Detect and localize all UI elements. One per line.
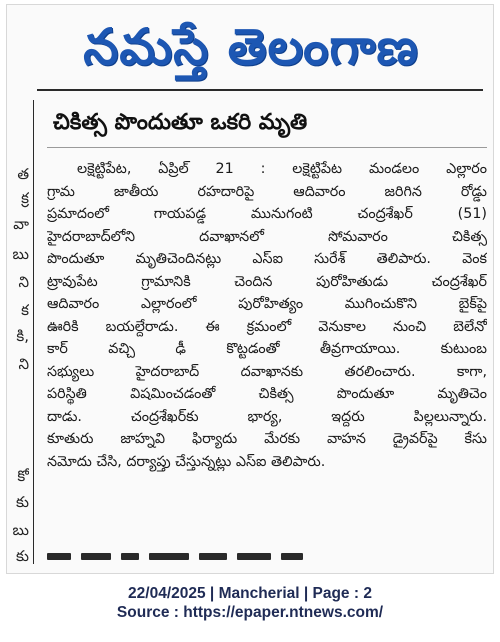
news-article xyxy=(47,105,487,473)
article-line: ప్రమాదంలో గాయపడ్డ మునుగంటి చంద్రశేఖర్ (51) xyxy=(47,206,487,222)
article-line: పొందుతూ మృతిచెందినట్లు ఎస్ఐ సురేశ్ తెలిపారు. వెంక xyxy=(47,251,487,267)
fragment-text: క xyxy=(21,301,29,319)
article-line: ఆదివారం ఎల్లారంలో పురోహిత్యం ముగించుకొని బైక్‌పై xyxy=(47,296,487,312)
clipping-source: Source : https://epaper.ntnews.com/ xyxy=(116,604,384,621)
article-line: కార్ వచ్చి ఢీ కొట్టడంతో తీవ్రగాయాయి. కుటుంబ xyxy=(47,341,487,357)
fragment-text: కో xyxy=(17,467,29,485)
article-line: హైదరాబాద్‌లోని దవాఖానలో సోమవారం చికిత్స xyxy=(47,228,487,245)
article-line: సభ్యులు హైదరాబాద్ దవాఖానకు తరలించారు. కాగా, xyxy=(47,363,487,380)
article-body xyxy=(47,158,487,473)
cropped-next-article-text xyxy=(47,553,487,565)
fragment-text: త xyxy=(17,165,29,183)
article-line: పరిస్థితి విషమించడంతో చికిత్స పొందుతూ మృతిచెం xyxy=(47,386,487,402)
fragment-text: కు xyxy=(15,493,29,511)
article-line: గ్రామ జాతీయ రహదారిపై ఆదివారం జరిగిన రోడ్డు xyxy=(47,183,487,200)
masthead-title: నమస్తే తెలంగాణ xyxy=(83,18,419,76)
masthead-divider xyxy=(37,89,483,91)
fragment-text: క్ర xyxy=(21,189,29,207)
fragment-text: ని xyxy=(18,355,29,373)
article-line: దాడు. చంద్రశేఖర్‌కు భార్య, ఇద్దరు పిల్లలున్నారు. xyxy=(47,408,487,425)
fragment-text: కు xyxy=(15,547,29,565)
article-line: ఊరికి బయల్దేరాడు. ఈ క్రమంలో వెనుకాల నుంచి బెలేనో xyxy=(47,318,487,335)
article-line: ట్రావుపేట గ్రామానికి చెందిన పురోహితుడు చంద్రశేఖర్ xyxy=(47,273,487,290)
article-line: లక్షెట్టిపేట, ఏప్రిల్ 21 : లక్షెట్టిపేట మండలం ఎల్లారం xyxy=(77,161,487,177)
article-line: నమోదు చేసి, దర్యాప్తు చేస్తున్నట్లు ఎస్ఐ తెలిపారు. xyxy=(47,453,326,470)
fragment-text: కి, xyxy=(16,327,29,345)
previous-column-fragments xyxy=(7,5,29,573)
article-headline: చికిత్స పొందుతూ ఒకరి మృతి xyxy=(53,110,308,135)
column-separator xyxy=(33,100,34,564)
newspaper-clipping xyxy=(6,4,494,574)
fragment-text: ని xyxy=(18,273,29,291)
headline-divider xyxy=(47,147,487,148)
fragment-text: బు xyxy=(12,245,29,263)
fragment-text: బు xyxy=(12,521,29,539)
masthead-logo xyxy=(31,11,471,83)
clipping-meta: 22/04/2025 | Mancherial | Page : 2 xyxy=(128,585,372,602)
fragment-text: వా xyxy=(13,215,29,233)
article-line: కూతురు జాహ్నవి ఫిర్యాదు మేరకు వాహన డ్రైవర్‌పై కేసు xyxy=(47,431,487,447)
